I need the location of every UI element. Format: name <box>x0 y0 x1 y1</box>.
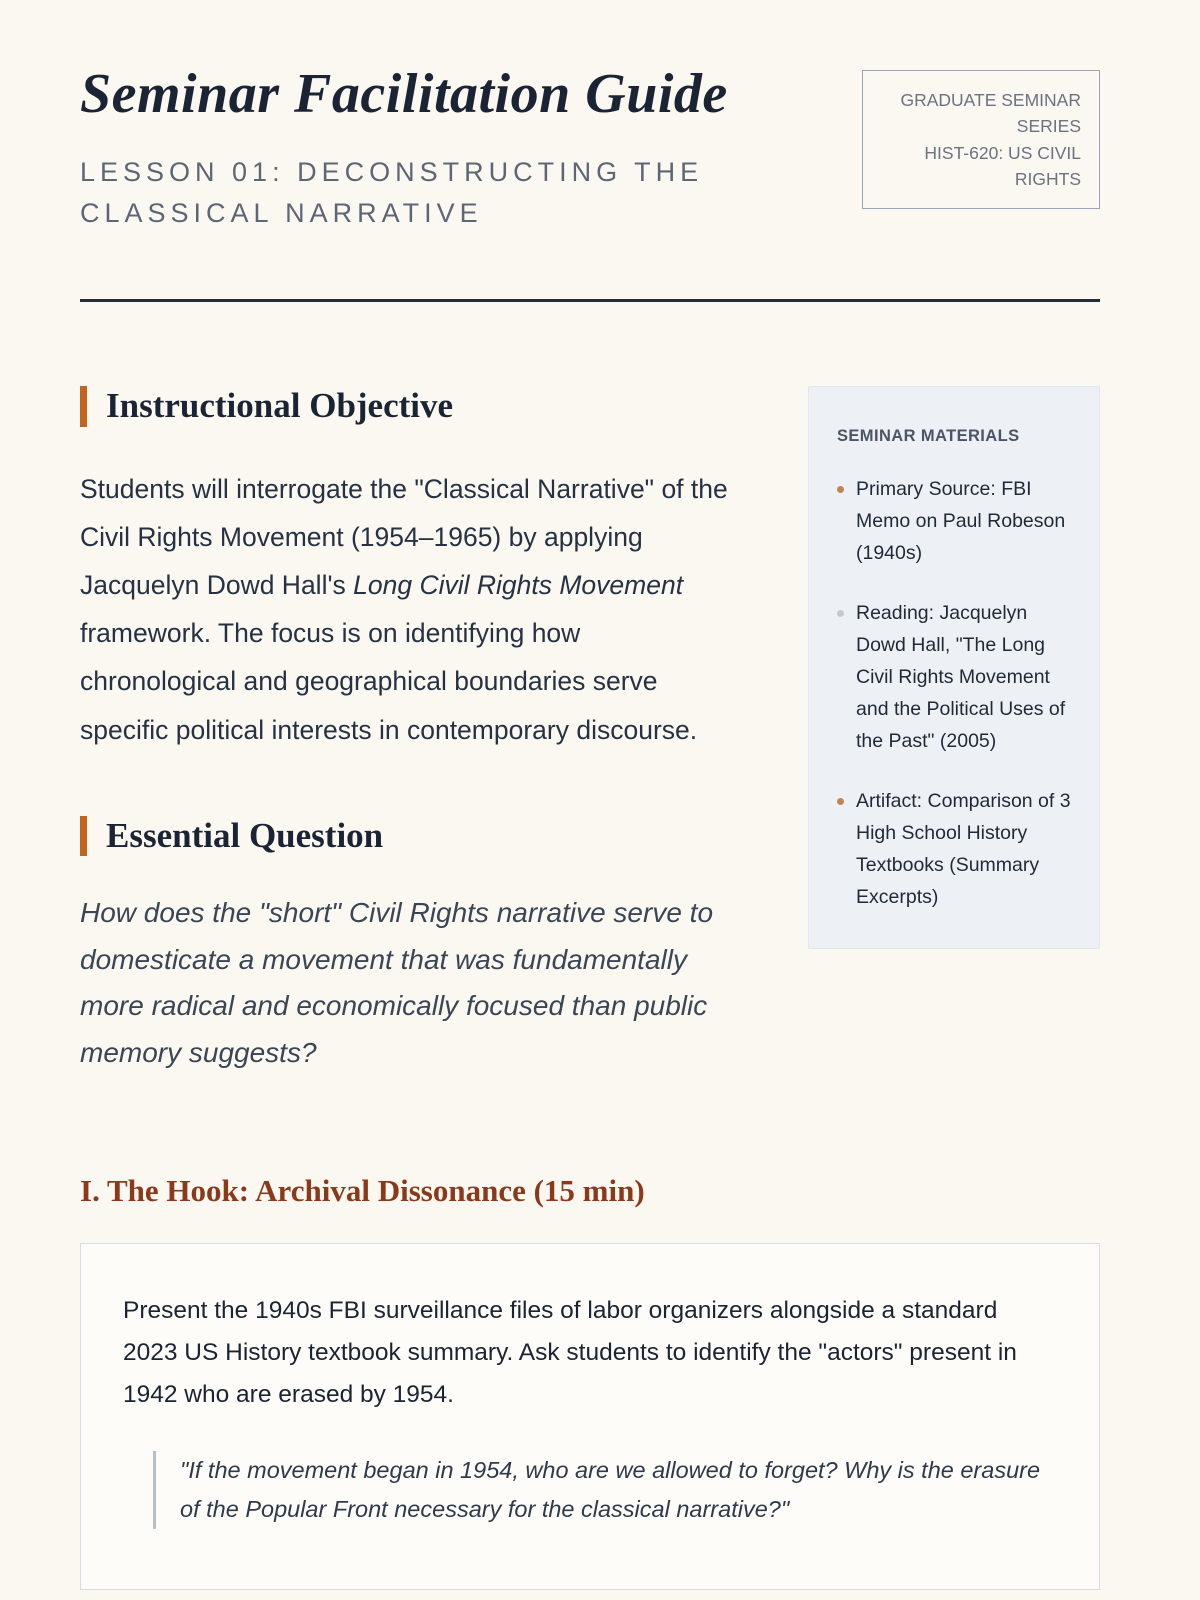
materials-item-text: Artifact: Comparison of 3 High School History Textbooks (Summary Excerpts) <box>856 790 1071 908</box>
seminar-materials-panel <box>808 386 1100 949</box>
materials-item-text: Primary Source: FBI Memo on Paul Robeson (1940s) <box>856 478 1066 565</box>
objective-text <box>80 465 730 754</box>
section-hook-heading: I. The Hook: Archival Dissonance (15 min) <box>80 1172 645 1208</box>
main-content <box>80 386 1100 1076</box>
document-header <box>80 64 1100 235</box>
objective-text-pre: Students will interrogate the "Classical Narrative" of the Civil Rights Movement (1954–1965) by applying Jacquelyn Dowd Hall's <box>80 473 728 600</box>
bullet-icon <box>837 798 844 805</box>
series-badge-line1: GRADUATE SEMINAR SERIES <box>900 90 1081 137</box>
list-item <box>837 786 1073 914</box>
hook-discussion-quote: "If the movement began in 1954, who are we allowed to forget? Why is the erasure of the Popular Front necessary for the classical narrative?" <box>153 1451 1051 1530</box>
bullet-icon <box>837 486 844 493</box>
objective-heading: Instructional Objective <box>80 386 730 426</box>
series-badge <box>862 70 1100 209</box>
page-title: Seminar Facilitation Guide <box>80 63 728 125</box>
bullet-icon <box>837 610 844 617</box>
lesson-subtitle: LESSON 01: DECONSTRUCTING THE CLASSICAL NARRATIVE <box>80 156 704 229</box>
list-item <box>837 598 1073 758</box>
essential-question-heading: Essential Question <box>80 816 730 856</box>
objective-text-italic: Long Civil Rights Movement <box>353 569 684 600</box>
materials-item-text: Reading: Jacquelyn Dowd Hall, "The Long Civil Rights Movement and the Political Uses of the Past" (2005) <box>856 602 1066 753</box>
materials-list <box>837 474 1073 914</box>
list-item <box>837 474 1073 570</box>
essential-question-text: How does the "short" Civil Rights narrative serve to domesticate a movement that was fundamentally more radical and economically focused than public memory suggests? <box>80 897 714 1068</box>
materials-heading: SEMINAR MATERIALS <box>837 427 1020 446</box>
hook-instructions: Present the 1940s FBI surveillance files of labor organizers alongside a standard 2023 US History textbook summary. Ask students to identify the "actors" present in 1942 who are erased by 1954. <box>123 1297 1017 1409</box>
header-divider <box>80 299 1100 302</box>
title-block <box>80 64 728 235</box>
series-badge-line2: HIST-620: US CIVIL RIGHTS <box>924 142 1081 189</box>
lesson-overview-column <box>80 386 730 1076</box>
hook-activity-box <box>80 1243 1100 1590</box>
objective-text-post: framework. The focus is on identifying how chronological and geographical boundaries serve specific political interests in contemporary discourse. <box>80 618 698 745</box>
